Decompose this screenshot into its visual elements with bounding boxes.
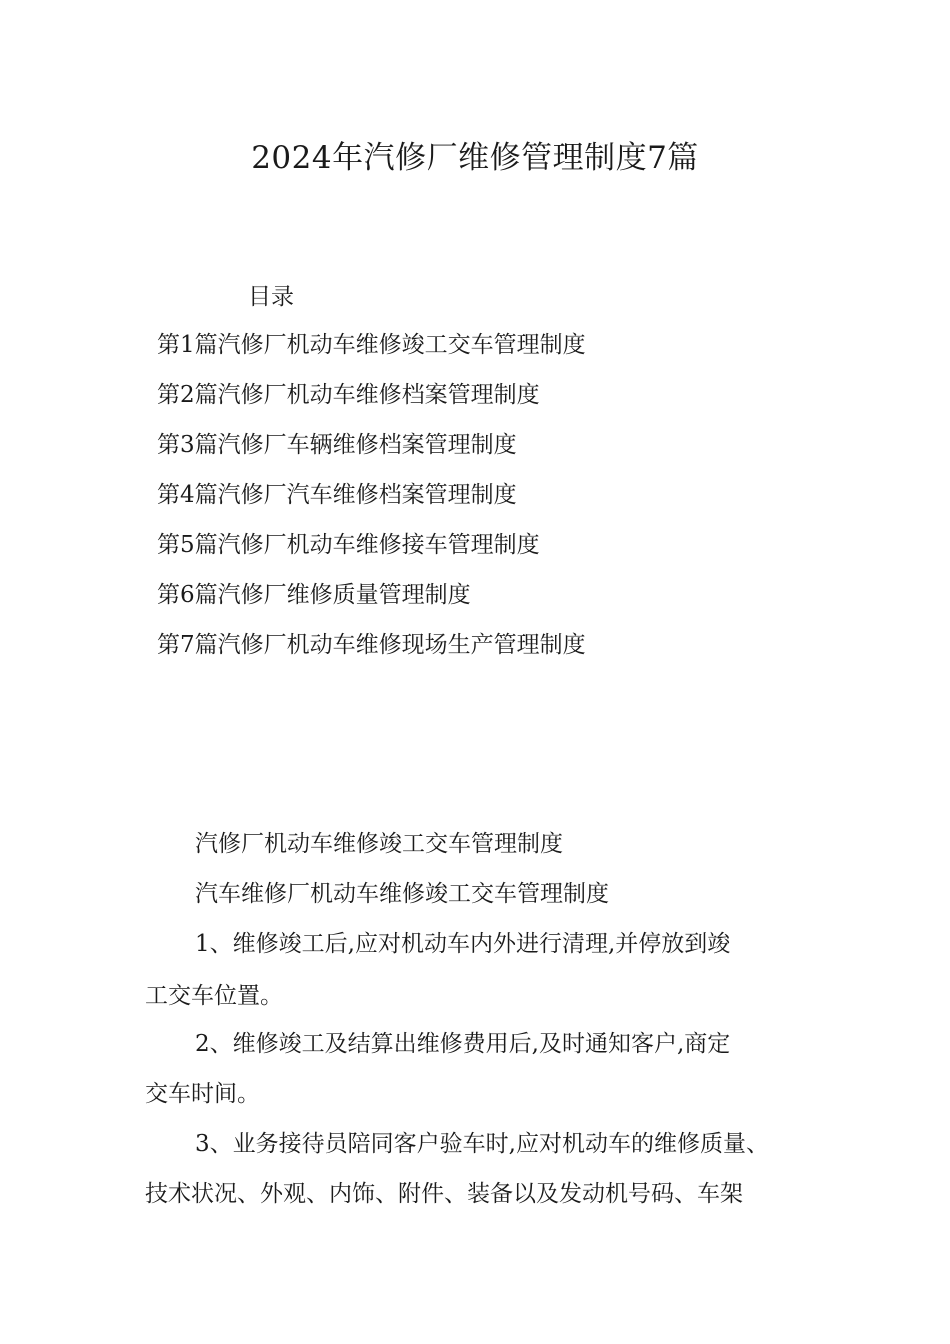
paragraph-1-line-2: 工交车位置。	[145, 983, 283, 1009]
toc-heading: 目录	[248, 284, 294, 310]
toc-item-3[interactable]: 第3篇汽修厂车辆维修档案管理制度	[157, 432, 517, 458]
toc-item-2[interactable]: 第2篇汽修厂机动车维修档案管理制度	[157, 382, 540, 408]
paragraph-1-line-1: 1、维修竣工后,应对机动车内外进行清理,并停放到竣	[195, 931, 731, 957]
toc-item-7[interactable]: 第7篇汽修厂机动车维修现场生产管理制度	[157, 632, 586, 658]
toc-item-1[interactable]: 第1篇汽修厂机动车维修竣工交车管理制度	[157, 332, 586, 358]
document-title: 2024年汽修厂维修管理制度7篇	[251, 140, 699, 176]
table-of-contents	[157, 329, 586, 679]
paragraph-2-line-1: 2、维修竣工及结算出维修费用后,及时通知客户,商定	[195, 1031, 731, 1057]
section-heading: 汽修厂机动车维修竣工交车管理制度	[195, 831, 563, 857]
toc-item-4[interactable]: 第4篇汽修厂汽车维修档案管理制度	[157, 482, 517, 508]
paragraph-3-line-2: 技术状况、外观、内饰、附件、装备以及发动机号码、车架	[145, 1181, 743, 1207]
toc-item-5[interactable]: 第5篇汽修厂机动车维修接车管理制度	[157, 532, 540, 558]
paragraph-2-line-2: 交车时间。	[145, 1081, 260, 1107]
section-subheading: 汽车维修厂机动车维修竣工交车管理制度	[195, 881, 609, 907]
toc-item-6[interactable]: 第6篇汽修厂维修质量管理制度	[157, 582, 471, 608]
paragraph-3-line-1: 3、业务接待员陪同客户验车时,应对机动车的维修质量、	[195, 1131, 769, 1157]
